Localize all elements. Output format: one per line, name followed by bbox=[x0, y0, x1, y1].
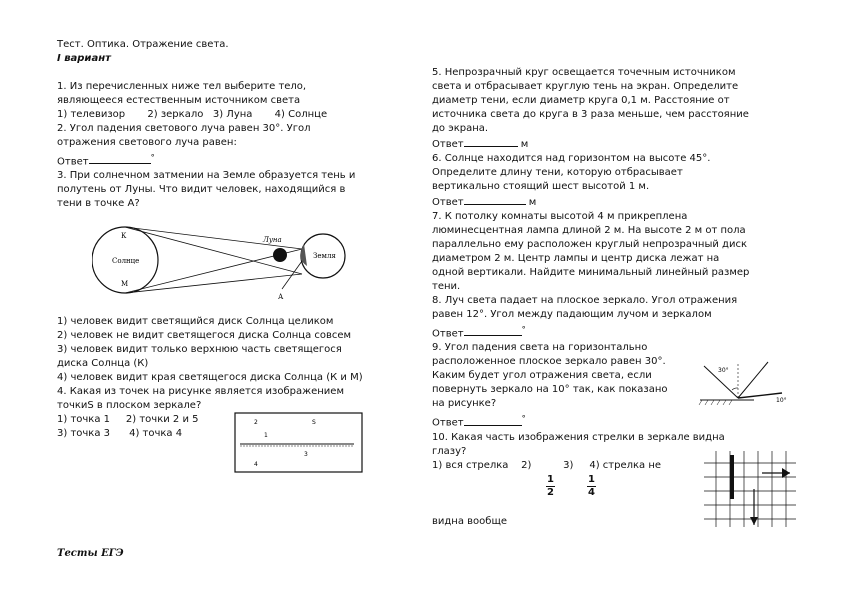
answer-blank[interactable] bbox=[89, 153, 151, 164]
answer-unit: м bbox=[520, 139, 529, 150]
q9-answer bbox=[432, 411, 784, 430]
fig4-point-3: 3 bbox=[304, 451, 308, 458]
earth-label: Земля bbox=[313, 252, 336, 261]
q10-line-2: глазу? bbox=[432, 445, 467, 457]
q9-line-1: 9. Угол падения света на горизонтально bbox=[432, 342, 648, 354]
q8-line-2: равен 12°. Угол между падающим лучом и зеркалом bbox=[432, 309, 712, 320]
fig4-point-4: 4 bbox=[254, 461, 258, 468]
spacer bbox=[57, 66, 402, 80]
q7-line-4: диаметром 2 м. Центр лампы и центр диска лежат на bbox=[432, 253, 720, 264]
moon-label: Луна bbox=[263, 236, 282, 245]
q5-line-1: 5. Непрозрачный круг освещается точечным источником bbox=[432, 67, 736, 78]
arrow-grid-figure bbox=[702, 449, 798, 529]
moon-shape bbox=[273, 248, 287, 262]
answer-unit: ° bbox=[521, 413, 526, 424]
sun-bottom-label: М bbox=[121, 280, 129, 289]
q7-line-6: тени. bbox=[432, 281, 461, 292]
q3-option-1: 1) человек видит светящийся диск Солнца целиком bbox=[57, 316, 334, 328]
variant-label: I вариант bbox=[57, 53, 111, 64]
fig4-point-s: S bbox=[312, 419, 316, 426]
answer-blank[interactable] bbox=[464, 136, 518, 147]
q6-answer bbox=[432, 194, 784, 210]
q9-line-5: на рисунке? bbox=[432, 398, 497, 410]
q4-options-1: 1) точка 1 2) точки 2 и 5 bbox=[57, 414, 199, 426]
q6-line-1: 6. Солнце находится над горизонтом на высоте 45°. bbox=[432, 153, 711, 164]
q7-line-1: 7. К потолку комнаты высотой 4 м прикреплена bbox=[432, 211, 688, 222]
q10-options: 1) вся стрелка 2) 3) 4) стрелка не bbox=[432, 459, 662, 471]
answer-unit: ° bbox=[521, 324, 526, 334]
q1-line-1: 1. Из перечисленных ниже тел выберите тело, bbox=[57, 81, 307, 92]
answer-label: Ответ bbox=[432, 197, 464, 208]
q7-line-2: люминесцентная лампа длиной 2 м. На высоте 2 м от пола bbox=[432, 225, 746, 236]
q6-line-3: вертикально стоящий шест высотой 1 м. bbox=[432, 181, 650, 192]
mirror-points-figure bbox=[234, 412, 364, 474]
q5-line-2: света и отбрасывает круглую тень на экран. Определите bbox=[432, 81, 739, 92]
q3-line-1: 3. При солнечном затмении на Земле образуется тень и bbox=[57, 170, 356, 182]
test-title: Тест. Оптика. Отражение света. bbox=[57, 39, 229, 50]
q3-option-2: 2) человек не видит светящегося диска Солнца совсем bbox=[57, 330, 352, 342]
right-column bbox=[432, 66, 784, 473]
q6-line-2: Определите длину тени, которую отбрасывает bbox=[432, 167, 683, 178]
q9-line-4: повернуть зеркало на 10° так, как показано bbox=[432, 384, 668, 396]
fig4-point-1: 1 bbox=[264, 432, 268, 439]
q5-line-5: до экрана. bbox=[432, 123, 489, 134]
q3-line-2: полутень от Луны. Что видит человек, находящийся в bbox=[57, 184, 346, 196]
answer-unit: м bbox=[528, 197, 537, 208]
q4-options-2: 3) точка 3 4) точка 4 bbox=[57, 428, 183, 440]
q8-line-1: 8. Луч света падает на плоское зеркало. Угол отражения bbox=[432, 295, 738, 306]
q3-line-3: тени в точке А? bbox=[57, 198, 140, 210]
q3-option-3b: диска Солнца (К) bbox=[57, 358, 149, 370]
q3-option-4: 4) человек видит края светящегося диска Солнца (К и М) bbox=[57, 372, 363, 384]
q5-line-4: источника света до круга в 3 раза меньше, чем расстояние bbox=[432, 109, 749, 120]
angle-10-label: 10° bbox=[776, 397, 787, 404]
q7-line-5: одной вертикали. Найдите минимальный линейный размер bbox=[432, 267, 750, 278]
q10-fraction-quarter bbox=[587, 474, 596, 499]
fraction-denominator: 2 bbox=[547, 487, 554, 498]
q2-line-2: отражения светового луча равен: bbox=[57, 137, 237, 148]
q5-line-3: диаметр тени, если диаметр круга 0,1 м. Расстояние от bbox=[432, 95, 730, 106]
q8-answer bbox=[432, 322, 784, 341]
q9-line-3: Каким будет угол отражения света, если bbox=[432, 370, 652, 382]
q1-line-2: являющееся естественным источником света bbox=[57, 95, 301, 106]
q1-options: 1) телевизор 2) зеркало 3) Луна 4) Солнце bbox=[57, 109, 328, 120]
point-a-label: А bbox=[278, 293, 284, 302]
left-column bbox=[57, 38, 402, 441]
answer-label: Ответ bbox=[432, 139, 464, 150]
q7-line-3: параллельно ему расположен круглый непрозрачный диск bbox=[432, 239, 747, 250]
angle-30-label: 30° bbox=[718, 367, 729, 374]
footer-label: Тесты ЕГЭ bbox=[57, 548, 124, 559]
fig4-point-2: 2 bbox=[254, 419, 258, 426]
q2-answer bbox=[57, 150, 402, 169]
sun-top-label: К bbox=[121, 232, 127, 241]
q4-line-1: 4. Какая из точек на рисунке является изображением bbox=[57, 386, 345, 398]
q2-line-1: 2. Угол падения светового луча равен 30°. Угол bbox=[57, 123, 311, 134]
fraction-numerator: 1 bbox=[588, 474, 595, 485]
answer-blank[interactable] bbox=[464, 415, 522, 426]
answer-blank[interactable] bbox=[464, 325, 522, 336]
sun-label: Солнце bbox=[112, 257, 140, 266]
q3-option-3a: 3) человек видит только верхнюю часть светящегося bbox=[57, 344, 342, 356]
mirror-angle-figure bbox=[696, 358, 796, 408]
q9-line-2: расположенное плоское зеркало равен 30°. bbox=[432, 356, 666, 368]
fraction-denominator: 4 bbox=[588, 487, 595, 498]
answer-blank[interactable] bbox=[464, 194, 526, 205]
fraction-numerator: 1 bbox=[547, 474, 554, 485]
q5-answer bbox=[432, 136, 784, 152]
answer-label: Ответ bbox=[57, 156, 89, 168]
q10-line-1: 10. Какая часть изображения стрелки в зеркале видна bbox=[432, 431, 725, 443]
q4-line-2: точкиS в плоском зеркале? bbox=[57, 400, 202, 412]
answer-label: Ответ bbox=[432, 417, 464, 429]
q10-tail: видна вообще bbox=[432, 516, 508, 527]
mirror-shape bbox=[730, 455, 734, 499]
answer-label: Ответ bbox=[432, 328, 464, 340]
eclipse-figure bbox=[92, 219, 392, 305]
q10-fraction-half bbox=[546, 474, 555, 499]
answer-unit: ° bbox=[150, 152, 155, 162]
